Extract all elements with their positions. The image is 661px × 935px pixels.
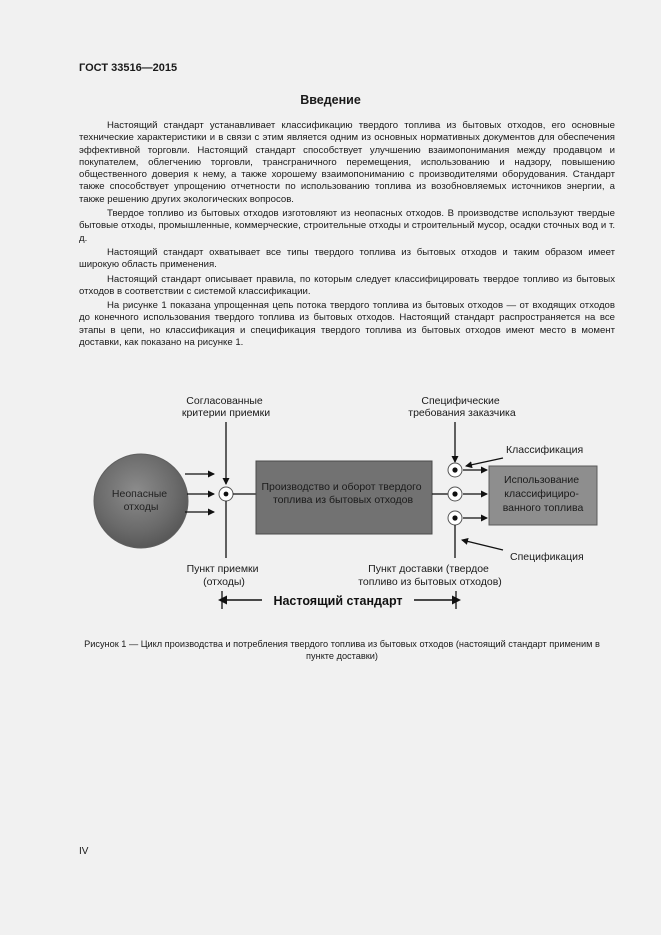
acceptance-point-label: Пункт приемки (отходы) — [186, 563, 259, 588]
classification-arrow — [466, 458, 503, 466]
document-code: ГОСТ 33516—2015 — [79, 62, 178, 74]
paragraph: Настоящий стандарт устанавливает классификацию твердого топлива из бытовых отходов, его основные технические характеристики и в связи с этим является одним из основных нормативных документов для обеспечения эффективной торговли. Настоящий стандарт способствует улучшению взаимопонимания между продавцом и покупателем, облегчению торговли, трансграничного перемещения, использованию и надзору, повышению общественного доверия к нему, а также хорошему взаимопониманию с производителями оборудования. Стандарт также способствует упрощению отчетности по использованию топлива из возобновляемых источников энергии, а также решению других экологических вопросов. — [79, 120, 615, 205]
customer-requirements-label: Специфические требования заказчика — [408, 395, 516, 419]
paragraph: Твердое топливо из бытовых отходов изготовляют из неопасных отходов. В производстве используют твердые бытовые отходы, промышленные, коммерческие, строительные отходы и строительный мусор, осадки сточных вод и т. д. — [79, 208, 615, 244]
paragraph: Настоящий стандарт охватывает все типы твердого топлива из бытовых отходов и таким образом имеет широкую область применения. — [79, 246, 615, 271]
page-number: IV — [79, 846, 89, 857]
standard-scope-label: Настоящий стандарт — [273, 594, 403, 608]
delivery-point-label: Пункт доставки (твердое топливо из бытовых отходов) — [358, 563, 502, 588]
section-title: Введение — [300, 93, 361, 107]
specification-arrow — [462, 540, 503, 550]
classification-label: Классификация — [506, 444, 584, 456]
waste-label: Неопасные отходы — [111, 488, 168, 513]
introduction-text — [79, 120, 615, 351]
paragraph: Настоящий стандарт описывает правила, по которым следует классифицировать твердое топливо из бытовых отходов в соответствии с системой классификации. — [79, 273, 615, 297]
criteria-label: Согласованные критерии приемки — [181, 395, 271, 419]
fuel-flow-diagram — [0, 380, 661, 620]
figure-caption: Рисунок 1 — Цикл производства и потребления твердого топлива из бытовых отходов (настоящий стандарт применим в пункте доставки) — [84, 639, 600, 661]
paragraph: На рисунке 1 показана упрощенная цепь потока твердого топлива из бытовых отходов — от входящих отходов до конечного использования твердого топлива из бытовых отходов. Настоящий стандарт распространяется на все этапы в цепи, но классификация и спецификация твердого топлива из бытовых отходов имеют место в момент доставки, как показано на рисунке 1. — [79, 300, 615, 349]
usage-label: Использование классифициро- ванного топлива — [502, 474, 584, 514]
production-label: Производство и оборот твердого топлива из бытовых отходов — [261, 481, 422, 506]
specification-label: Спецификация — [510, 551, 584, 563]
